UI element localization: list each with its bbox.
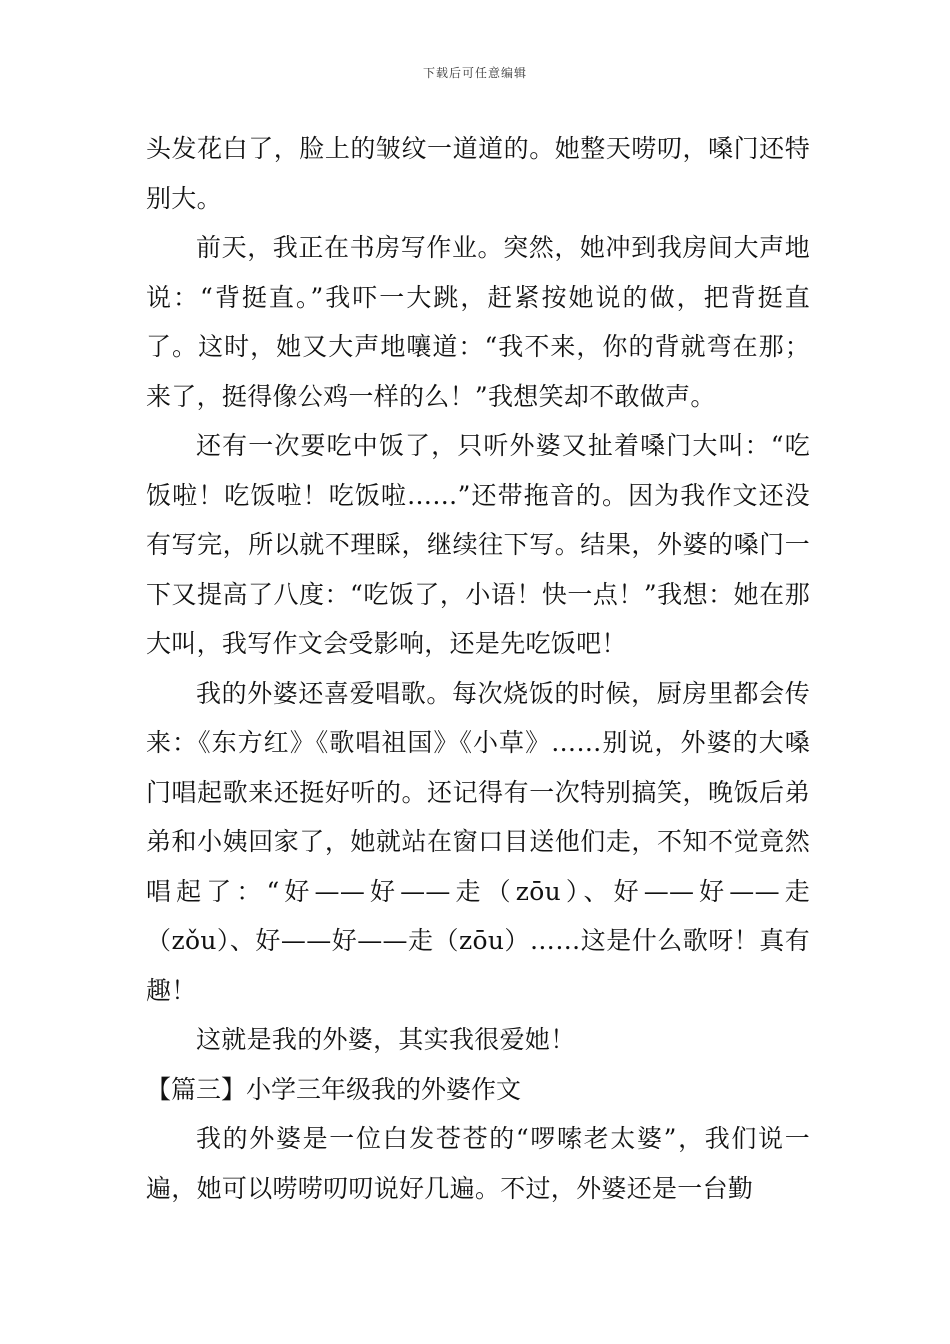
paragraph: 我的外婆还喜爱唱歌。每次烧饭的时候，厨房里都会传来：《东方红》《歌唱祖国》《小草》……别说，外婆的大嗓门唱起歌来还挺好听的。还记得有一次特别搞笑，晚饭后弟弟和小姨回家了，她就站在窗口目送他们走，不知不觉竟然唱起了：“好——好——走（zōu）、好——好——走（zǒu）、好——好——走（zōu）……这是什么歌呀！真有趣！ bbox=[146, 678, 810, 1005]
page-header: 下载后可任意编辑 bbox=[422, 66, 527, 80]
section-title: 【篇三】小学三年级我的外婆作文 bbox=[146, 1074, 522, 1104]
document-body bbox=[146, 124, 810, 1213]
paragraph: 头发花白了，脸上的皱纹一道道的。她整天唠叨，嗓门还特别大。 bbox=[146, 134, 810, 213]
paragraph: 这就是我的外婆，其实我很爱她！ bbox=[196, 1025, 576, 1054]
paragraph: 我的外婆是一位白发苍苍的“啰嗦老太婆”，我们说一遍，她可以唠唠叨叨说好几遍。不过，外婆还是一台勤 bbox=[146, 1124, 810, 1203]
paragraph: 前天，我正在书房写作业。突然，她冲到我房间大声地说：“背挺直。”我吓一大跳，赶紧按她说的做，把背挺直了。这时，她又大声地嚷道：“我不来，你的背就弯在那；来了，挺得像公鸡一样的么！”我想笑却不敢做声。 bbox=[146, 233, 810, 411]
paragraph: 还有一次要吃中饭了，只听外婆又扯着嗓门大叫：“吃饭啦！吃饭啦！吃饭啦……”还带拖音的。因为我作文还没有写完，所以就不理睬，继续往下写。结果，外婆的嗓门一下又提高了八度：“吃饭了，小语！快一点！”我想：她在那大叫，我写作文会受影响，还是先吃饭吧！ bbox=[146, 431, 810, 658]
